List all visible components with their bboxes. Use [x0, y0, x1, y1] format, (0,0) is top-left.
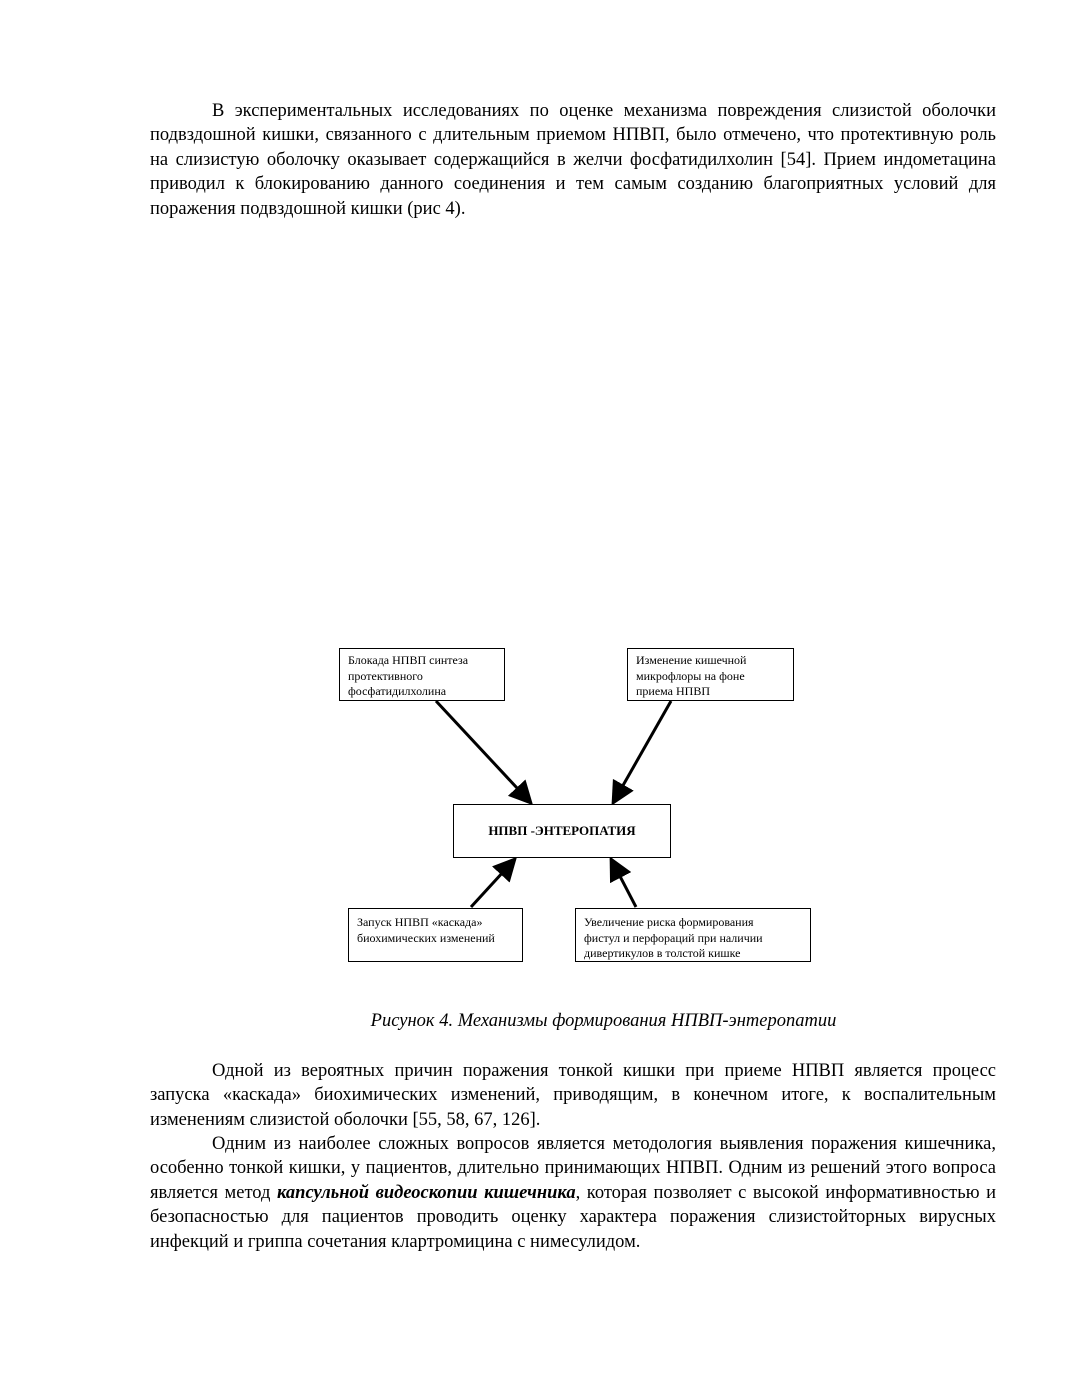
diagram-box-fistula-risk — [575, 908, 811, 962]
emphasized-term: капсульной видеоскопии кишечника — [277, 1182, 576, 1203]
box-line: микрофлоры на фоне — [636, 668, 745, 683]
box-line: фистул и перфораций при наличии — [584, 930, 763, 945]
paragraph-intro: В экспериментальных исследованиях по оценке механизма повреждения слизистой оболочки подвздошной кишки, связанного с длительным приемом НПВП, было отмечено, что протективную роль на слизистую оболочку оказывает содержащийся в желчи фосфатидилхолин [54]. Прием индометацина приводил к блокированию данного соединения и тем самым созданию благоприятных условий для поражения подвздошной кишки (рис 4). — [150, 101, 996, 219]
box-line: Изменение кишечной — [636, 653, 747, 667]
diagram-box-microflora-change — [627, 648, 794, 701]
box-line: биохимических изменений — [357, 930, 495, 945]
paragraph-cascade: Одной из вероятных причин поражения тонкой кишки при приеме НПВП является процесс запуска «каскада» биохимических изменений, приводящим, в конечном итоге, к воспалительным изменениям слизистой оболочки [55, 58, 67, 126]. — [150, 1061, 996, 1130]
box-line: Увеличение риска формирования — [584, 915, 754, 929]
arrow-bottom-right — [611, 859, 636, 907]
arrow-top-left — [436, 701, 531, 803]
paragraph-methodology — [150, 1132, 996, 1254]
box-line: протективного — [348, 668, 423, 683]
arrow-bottom-left — [471, 859, 515, 907]
box-line: приема НПВП — [636, 684, 711, 698]
diagram-box-phosphatidylcholine-block — [339, 648, 505, 701]
paragraph-text: , которая позволяет с высокой информативностью и безопасностью для пациентов проводить оценку характера поражения слизистойторных вирусных инфекций и гриппа сочетания клартромицина с нимесулидом. — [150, 1182, 996, 1252]
box-line: дивертикулов в толстой кишке — [584, 946, 741, 960]
box-line: Запуск НПВП «каскада» — [357, 915, 483, 929]
paragraph-text: Одним из наиболее сложных вопросов является методология выявления поражения кишечника, особенно тонкой кишки, у пациентов, длительно принимающих НПВП. Одним из решений этого вопроса является метод — [150, 1134, 996, 1203]
figure-caption: Рисунок 4. Механизмы формирования НПВП-энтеропатии — [370, 1011, 837, 1031]
diagram-box-enteropathy: НПВП -ЭНТЕРОПАТИЯ — [453, 804, 671, 858]
box-line: Блокада НПВП синтеза — [348, 653, 469, 667]
arrow-top-right — [613, 701, 671, 803]
box-line: фосфатидилхолина — [348, 684, 447, 698]
diagram-box-cascade — [348, 908, 523, 962]
